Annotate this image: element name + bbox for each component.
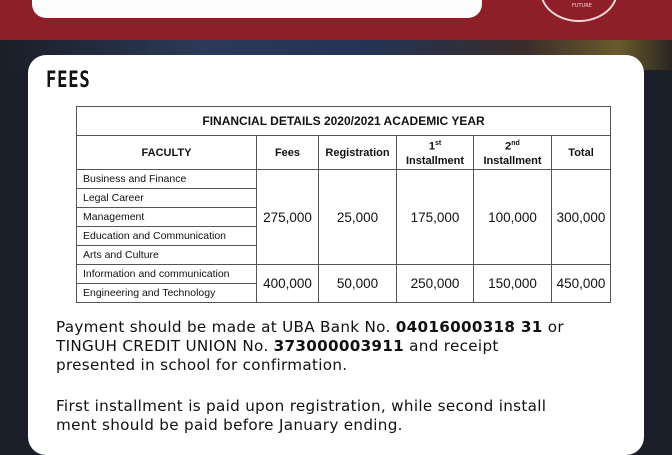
header-registration: Registration	[319, 136, 397, 170]
faculty-cell: Management	[77, 208, 257, 227]
faculty-cell: Legal Career	[77, 189, 257, 208]
second-installment-cell: 150,000	[474, 265, 552, 303]
payment-line3-text: presented in school for confirmation.	[56, 356, 348, 374]
table-row	[77, 170, 611, 189]
installment-note	[56, 397, 656, 435]
total-cell: 300,000	[552, 170, 611, 265]
payment-line2-end: and receipt	[404, 337, 499, 355]
faculty-cell: Education and Communication	[77, 227, 257, 246]
table-row	[77, 265, 611, 284]
second-num: 2	[505, 140, 512, 153]
faculty-cell: Arts and Culture	[77, 246, 257, 265]
first-installment-cell: 175,000	[397, 170, 474, 265]
seal-text: FUTURE	[572, 3, 592, 9]
first-sup: st	[434, 140, 442, 148]
header-second-installment	[474, 136, 552, 170]
registration-cell: 25,000	[319, 170, 397, 265]
total-cell: 450,000	[552, 265, 611, 303]
first-label: Installment	[405, 154, 465, 167]
payment-line1-text: Payment should be made at UBA Bank No.	[56, 318, 396, 336]
registration-cell: 50,000	[319, 265, 397, 303]
first-num: 1	[428, 140, 435, 153]
first-installment-cell: 250,000	[397, 265, 474, 303]
header-fees: Fees	[257, 136, 319, 170]
payment-line1-end: or	[542, 318, 564, 336]
installment-note-line1: First installment is paid upon registration, while second install	[56, 397, 547, 415]
faculty-cell: Business and Finance	[77, 170, 257, 189]
second-installment-cell: 100,000	[474, 170, 552, 265]
faculty-cell: Engineering and Technology	[77, 284, 257, 303]
header-total: Total	[552, 136, 611, 170]
header-first-installment	[397, 136, 474, 170]
top-banner	[0, 0, 672, 40]
payment-instructions	[56, 318, 656, 375]
faculty-cell: Information and communication	[77, 265, 257, 284]
fees-table	[76, 106, 611, 303]
uba-account-number: 04016000318 31	[395, 318, 543, 336]
credit-union-account-number: 373000003911	[273, 337, 405, 355]
table-header-row	[77, 136, 611, 170]
banner-card	[32, 0, 482, 18]
second-sup: nd	[511, 140, 520, 148]
second-label: Installment	[483, 154, 542, 167]
header-faculty: FACULTY	[77, 136, 257, 170]
fees-cell: 275,000	[257, 170, 319, 265]
table-title: FINANCIAL DETAILS 2020/2021 ACADEMIC YEAR	[77, 107, 611, 136]
fees-cell: 400,000	[257, 265, 319, 303]
installment-note-line2: ment should be paid before January ending.	[56, 416, 403, 434]
section-title: FEES	[46, 68, 91, 93]
payment-line2-text: TINGUH CREDIT UNION No.	[56, 337, 274, 355]
